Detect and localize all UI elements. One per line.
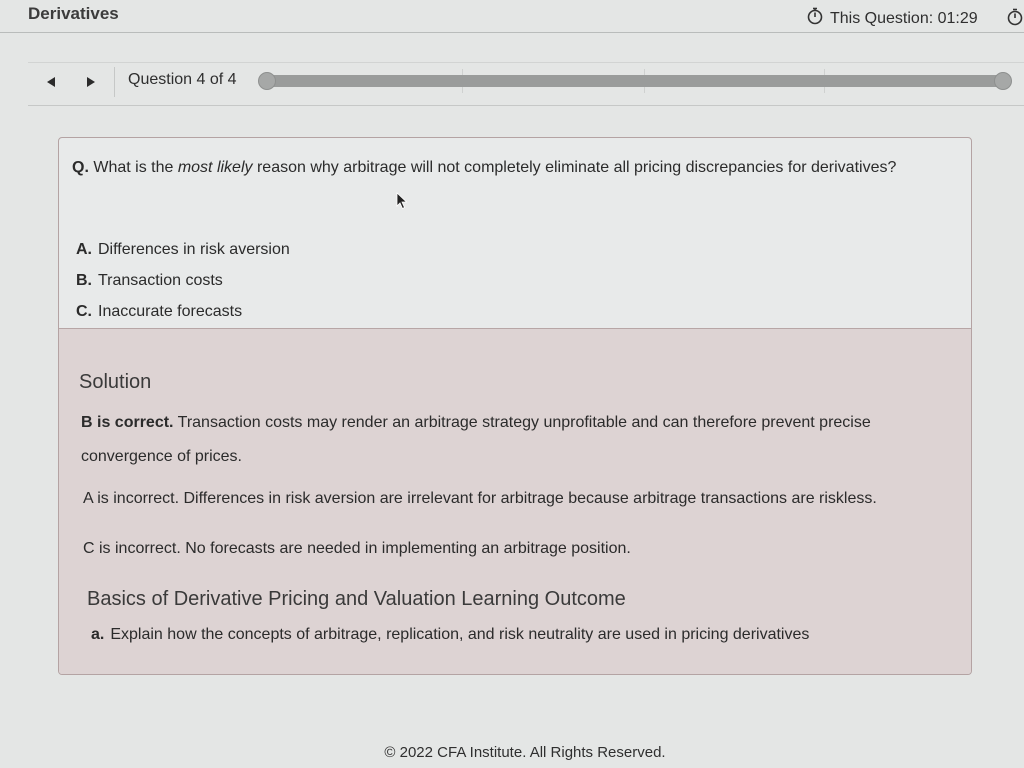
- correct-answer-lead: B is correct.: [81, 414, 174, 431]
- progress-fill: [266, 75, 1004, 87]
- learning-outcome-text: Explain how the concepts of arbitrage, replication, and risk neutrality are used in pricing derivatives: [110, 626, 810, 643]
- triangle-left-icon: [46, 76, 56, 88]
- option-text: Inaccurate forecasts: [98, 303, 243, 320]
- solution-correct-text: [81, 406, 941, 474]
- next-question-button[interactable]: [80, 71, 102, 93]
- question-text: [72, 152, 932, 184]
- question-text-start: What is the: [93, 159, 178, 176]
- learning-outcome-item: [91, 626, 809, 644]
- option-letter: A.: [76, 241, 92, 258]
- triangle-right-icon: [86, 76, 96, 88]
- question-section: [59, 138, 971, 328]
- question-timer: [806, 7, 978, 30]
- option-letter: C.: [76, 303, 92, 320]
- mouse-cursor-icon: [396, 192, 408, 215]
- option-letter: B.: [76, 272, 92, 289]
- question-card: [58, 137, 972, 675]
- learning-outcome-title: Basics of Derivative Pricing and Valuation Learning Outcome: [87, 588, 626, 610]
- option-a[interactable]: [76, 234, 290, 265]
- answer-options: [76, 234, 290, 327]
- progress-bar[interactable]: [266, 75, 1004, 87]
- solution-title: Solution: [79, 371, 152, 393]
- solution-incorrect-c: C is incorrect. No forecasts are needed in implementing an arbitrage position.: [83, 540, 631, 557]
- progress-end-knob[interactable]: [994, 72, 1012, 90]
- question-text-end: reason why arbitrage will not completely eliminate all pricing discrepancies for derivatives?: [252, 159, 897, 176]
- option-text: Differences in risk aversion: [98, 241, 290, 258]
- previous-question-button[interactable]: [40, 71, 62, 93]
- copyright-footer: © 2022 CFA Institute. All Rights Reserved.: [384, 744, 666, 761]
- correct-answer-explanation: Transaction costs may render an arbitrage strategy unprofitable and can therefore prevent precise convergence of prices.: [81, 414, 871, 465]
- question-prefix: Q.: [72, 159, 89, 176]
- top-bar: [0, 0, 1024, 33]
- question-nav-bar: [28, 62, 1024, 106]
- timer-label: This Question: 01:29: [830, 9, 978, 27]
- question-emphasis: most likely: [177, 159, 253, 176]
- progress-start-knob[interactable]: [258, 72, 276, 90]
- question-counter: Question 4 of 4: [128, 71, 237, 88]
- nav-divider: [114, 67, 115, 97]
- option-b[interactable]: [76, 265, 290, 296]
- stopwatch-icon[interactable]: [1006, 8, 1024, 31]
- solution-incorrect-a: A is incorrect. Differences in risk aversion are irrelevant for arbitrage because arbitrage transactions are riskless.: [83, 490, 877, 507]
- stopwatch-icon: [806, 7, 824, 30]
- app-title: Derivatives: [28, 4, 119, 23]
- learning-outcome-letter: a.: [91, 626, 105, 643]
- option-text: Transaction costs: [98, 272, 223, 289]
- option-c[interactable]: [76, 296, 290, 327]
